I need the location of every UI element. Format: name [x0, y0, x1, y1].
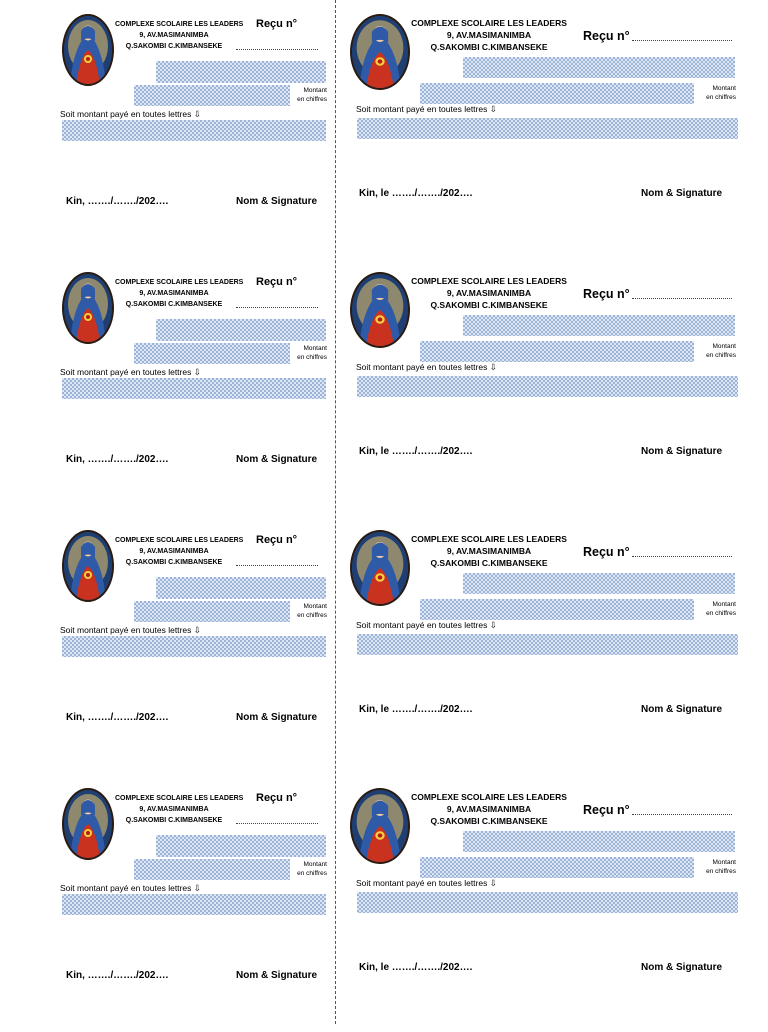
- school-address: 9, AV.MASIMANIMBA: [139, 548, 209, 555]
- amount-words-field[interactable]: [62, 636, 326, 657]
- amount-figures-label: [293, 344, 327, 362]
- amount-words-label: Soit montant payé en toutes lettres ⇩: [60, 625, 201, 635]
- name-field[interactable]: [463, 315, 735, 336]
- receipt-left-1: [0, 0, 384, 258]
- amount-figures-label-line1: Montant: [712, 343, 736, 350]
- receipt-right-3: [340, 516, 736, 774]
- date-line: Kin, ……./……./202….: [66, 970, 169, 981]
- signature-label: Nom & Signature: [641, 704, 723, 715]
- amount-words-label: Soit montant payé en toutes lettres ⇩: [356, 620, 497, 630]
- amount-figures-label-line1: Montant: [303, 603, 327, 610]
- receipt-number-field[interactable]: [236, 49, 318, 50]
- school-name: COMPLEXE SCOLAIRE LES LEADERS: [115, 795, 244, 802]
- school-header: [115, 535, 244, 568]
- receipt-left-3: [0, 516, 384, 774]
- amount-figures-label: [698, 858, 736, 876]
- receipt-number-label: Reçu n°: [256, 534, 298, 546]
- sacred-heart-mary-icon: [62, 14, 114, 86]
- sacred-heart-mary-icon: [62, 272, 114, 344]
- signature-label: Nom & Signature: [641, 962, 723, 973]
- amount-words-field[interactable]: [357, 634, 738, 655]
- school-location: Q.SAKOMBI C.KIMBANSEKE: [430, 300, 548, 310]
- school-location: Q.SAKOMBI C.KIMBANSEKE: [125, 817, 223, 824]
- amount-figures-field[interactable]: [134, 343, 290, 364]
- amount-words-label: Soit montant payé en toutes lettres ⇩: [60, 367, 201, 377]
- receipt-number-field[interactable]: [632, 556, 732, 557]
- amount-words-field[interactable]: [357, 118, 738, 139]
- school-header: [115, 19, 244, 52]
- school-address: 9, AV.MASIMANIMBA: [139, 32, 209, 39]
- amount-figures-field[interactable]: [134, 859, 290, 880]
- school-location: Q.SAKOMBI C.KIMBANSEKE: [430, 816, 548, 826]
- receipt-number-label: Reçu n°: [583, 803, 630, 817]
- school-header: [410, 533, 568, 569]
- amount-figures-label-line2: en chiffres: [706, 94, 736, 101]
- sacred-heart-mary-icon: [350, 530, 410, 606]
- amount-words-label: Soit montant payé en toutes lettres ⇩: [356, 362, 497, 372]
- name-field[interactable]: [156, 319, 326, 341]
- receipt-number-field[interactable]: [236, 307, 318, 308]
- school-header: [410, 17, 568, 53]
- school-name: COMPLEXE SCOLAIRE LES LEADERS: [411, 792, 567, 802]
- sacred-heart-mary-icon: [350, 14, 410, 90]
- school-name: COMPLEXE SCOLAIRE LES LEADERS: [411, 534, 567, 544]
- signature-label: Nom & Signature: [236, 454, 318, 465]
- signature-label: Nom & Signature: [641, 188, 723, 199]
- receipt-right-1: [340, 0, 736, 258]
- amount-words-field[interactable]: [62, 120, 326, 141]
- school-address: 9, AV.MASIMANIMBA: [139, 290, 209, 297]
- amount-figures-label-line2: en chiffres: [706, 868, 736, 875]
- school-address: 9, AV.MASIMANIMBA: [446, 30, 532, 40]
- date-line: Kin, ……./……./202….: [66, 196, 169, 207]
- name-field[interactable]: [463, 57, 735, 78]
- school-header: [410, 275, 568, 311]
- receipt-left-2: [0, 258, 384, 516]
- amount-figures-field[interactable]: [134, 85, 290, 106]
- amount-figures-label-line2: en chiffres: [297, 96, 327, 103]
- school-address: 9, AV.MASIMANIMBA: [446, 804, 532, 814]
- school-location: Q.SAKOMBI C.KIMBANSEKE: [125, 301, 223, 308]
- amount-words-label: Soit montant payé en toutes lettres ⇩: [60, 109, 201, 119]
- date-line: Kin, ……./……./202….: [66, 454, 169, 465]
- amount-figures-label-line1: Montant: [712, 859, 736, 866]
- amount-figures-field[interactable]: [420, 857, 694, 878]
- school-header: [115, 793, 244, 826]
- amount-words-label: Soit montant payé en toutes lettres ⇩: [356, 104, 497, 114]
- amount-figures-label-line2: en chiffres: [297, 612, 327, 619]
- school-location: Q.SAKOMBI C.KIMBANSEKE: [430, 558, 548, 568]
- amount-figures-label-line1: Montant: [303, 87, 327, 94]
- sacred-heart-mary-icon: [62, 530, 114, 602]
- school-header: [115, 277, 244, 310]
- sacred-heart-mary-icon: [350, 272, 410, 348]
- amount-figures-field[interactable]: [420, 83, 694, 104]
- school-location: Q.SAKOMBI C.KIMBANSEKE: [430, 42, 548, 52]
- amount-figures-label-line2: en chiffres: [297, 354, 327, 361]
- school-name: COMPLEXE SCOLAIRE LES LEADERS: [411, 18, 567, 28]
- school-location: Q.SAKOMBI C.KIMBANSEKE: [125, 559, 223, 566]
- receipt-right-4: [340, 774, 736, 1032]
- amount-figures-label: [698, 84, 736, 102]
- receipt-number-field[interactable]: [236, 565, 318, 566]
- school-location: Q.SAKOMBI C.KIMBANSEKE: [125, 43, 223, 50]
- school-name: COMPLEXE SCOLAIRE LES LEADERS: [115, 279, 244, 286]
- sacred-heart-mary-icon: [62, 788, 114, 860]
- amount-words-label: Soit montant payé en toutes lettres ⇩: [356, 878, 497, 888]
- school-name: COMPLEXE SCOLAIRE LES LEADERS: [411, 276, 567, 286]
- signature-label: Nom & Signature: [236, 196, 318, 207]
- receipt-number-field[interactable]: [632, 40, 732, 41]
- receipt-number-field[interactable]: [632, 814, 732, 815]
- amount-words-field[interactable]: [62, 378, 326, 399]
- amount-figures-label-line1: Montant: [712, 601, 736, 608]
- school-address: 9, AV.MASIMANIMBA: [446, 546, 532, 556]
- name-field[interactable]: [156, 61, 326, 83]
- amount-words-field[interactable]: [62, 894, 326, 915]
- school-name: COMPLEXE SCOLAIRE LES LEADERS: [115, 537, 244, 544]
- amount-figures-label: [698, 342, 736, 360]
- amount-figures-field[interactable]: [420, 599, 694, 620]
- receipt-left-4: [0, 774, 384, 1032]
- amount-figures-label-line2: en chiffres: [706, 352, 736, 359]
- date-line: Kin, le ……./……./202….: [359, 446, 473, 457]
- date-line: Kin, ……./……./202….: [66, 712, 169, 723]
- sacred-heart-mary-icon: [350, 788, 410, 864]
- receipt-number-label: Reçu n°: [256, 276, 298, 288]
- receipt-number-label: Reçu n°: [583, 29, 630, 43]
- name-field[interactable]: [463, 831, 735, 852]
- date-line: Kin, le ……./……./202….: [359, 962, 473, 973]
- name-field[interactable]: [463, 573, 735, 594]
- date-line: Kin, le ……./……./202….: [359, 704, 473, 715]
- date-line: Kin, le ……./……./202….: [359, 188, 473, 199]
- name-field[interactable]: [156, 835, 326, 857]
- amount-words-field[interactable]: [357, 892, 738, 913]
- receipt-number-field[interactable]: [236, 823, 318, 824]
- school-header: [410, 791, 568, 827]
- amount-figures-label-line1: Montant: [712, 85, 736, 92]
- amount-figures-label: [698, 600, 736, 618]
- amount-figures-field[interactable]: [420, 341, 694, 362]
- amount-figures-label: [293, 860, 327, 878]
- signature-label: Nom & Signature: [236, 970, 318, 981]
- signature-label: Nom & Signature: [641, 446, 723, 457]
- receipt-number-field[interactable]: [632, 298, 732, 299]
- amount-figures-label-line1: Montant: [303, 345, 327, 352]
- receipt-number-label: Reçu n°: [583, 545, 630, 559]
- amount-words-field[interactable]: [357, 376, 738, 397]
- receipt-number-label: Reçu n°: [256, 18, 298, 30]
- receipt-number-label: Reçu n°: [256, 792, 298, 804]
- amount-figures-label-line2: en chiffres: [706, 610, 736, 617]
- school-address: 9, AV.MASIMANIMBA: [446, 288, 532, 298]
- amount-figures-field[interactable]: [134, 601, 290, 622]
- amount-figures-label-line1: Montant: [303, 861, 327, 868]
- signature-label: Nom & Signature: [236, 712, 318, 723]
- school-name: COMPLEXE SCOLAIRE LES LEADERS: [115, 21, 244, 28]
- school-address: 9, AV.MASIMANIMBA: [139, 806, 209, 813]
- amount-words-label: Soit montant payé en toutes lettres ⇩: [60, 883, 201, 893]
- name-field[interactable]: [156, 577, 326, 599]
- receipt-number-label: Reçu n°: [583, 287, 630, 301]
- receipt-right-2: [340, 258, 736, 516]
- amount-figures-label-line2: en chiffres: [297, 870, 327, 877]
- amount-figures-label: [293, 86, 327, 104]
- amount-figures-label: [293, 602, 327, 620]
